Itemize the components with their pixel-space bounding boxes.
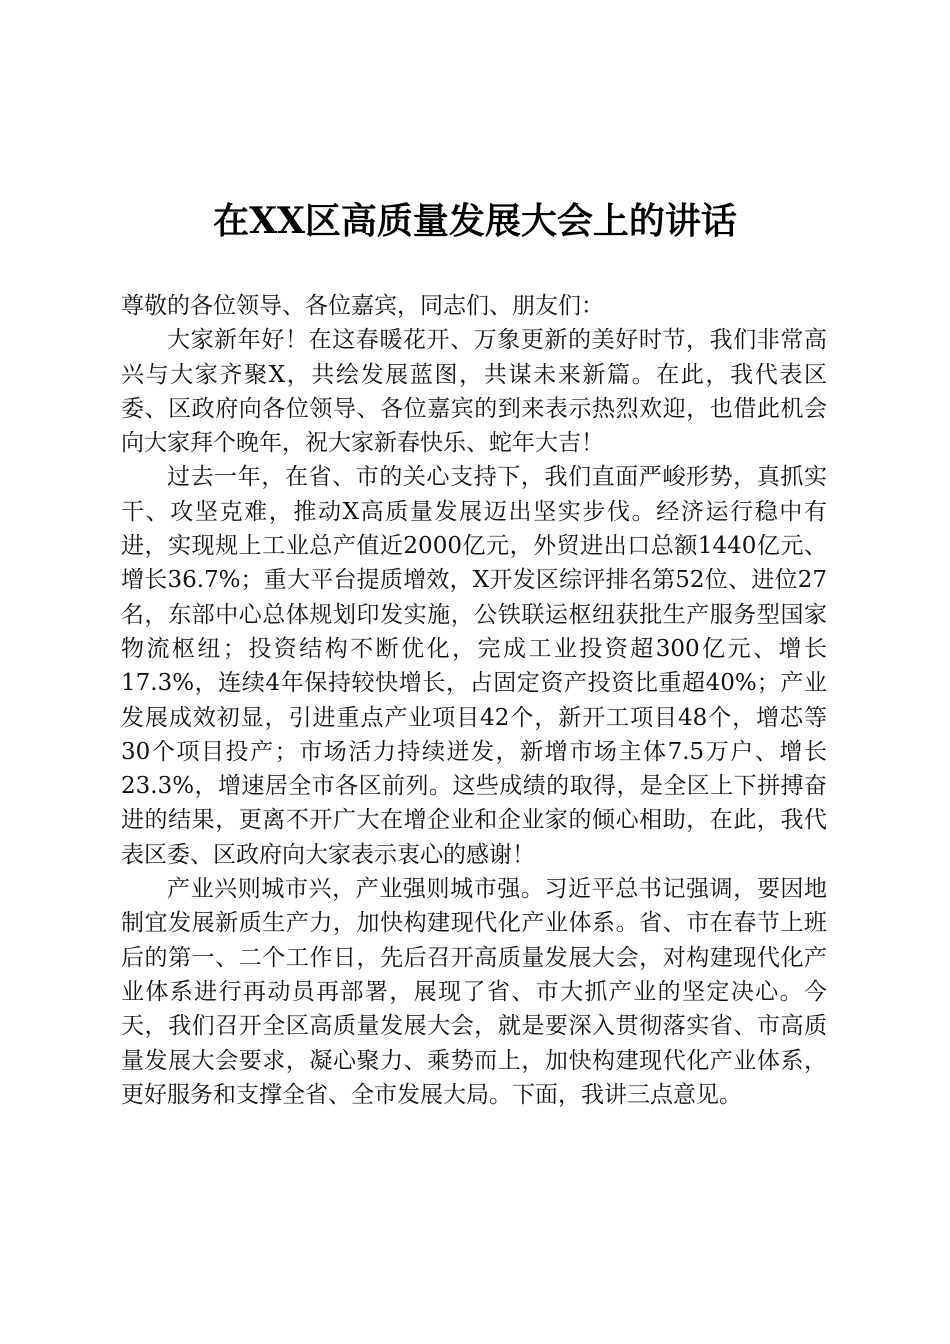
paragraph-industry: 产业兴则城市兴，产业强则城市强。习近平总书记强调，要因地制宜发展新质生产力，加快构建现代化产业体系。省、市在春节上班后的第一、二个工作日，先后召开高质量发展大会，对构建现代化产业体系进行再动员再部署，展现了省、市大抓产业的坚定决心。今天，我们召开全区高质量发展大会，就是要深入贯彻落实省、市高质量发展大会要求，凝心聚力、乘势而上，加快构建现代化产业体系，更好服务和支撑全省、全市发展大局。下面，我讲三点意见。 [121,876,827,1108]
paragraph-greeting: 大家新年好！在这春暖花开、万象更新的美好时节，我们非常高兴与大家齐聚X，共绘发展蓝图，共谋未来新篇。在此，我代表区委、区政府向各位领导、各位嘉宾的到来表示热烈欢迎，也借此机会向大家拜个晚年，祝大家新春快乐、蛇年大吉！ [121,327,827,457]
paragraph-achievements: 过去一年，在省、市的关心支持下，我们直面严峻形势，真抓实干、攻坚克难，推动X高质量发展迈出坚实步伐。经济运行稳中有进，实现规上工业总产值近2000亿元，外贸进出口总额1440亿元、增长36.7%；重大平台提质增效，X开发区综评排名第52位、进位27名，东部中心总体规划印发实施，公铁联运枢纽获批生产服务型国家物流枢纽；投资结构不断优化，完成工业投资超300亿元、增长17.3%，连续4年保持较快增长，占固定资产投资比重超40%；产业发展成效初显，引进重点产业项目42个，新开工项目48个，增芯等30个项目投产；市场活力持续迸发，新增市场主体7.5万户、增长23.3%，增速居全市各区前列。这些成绩的取得，是全区上下拼搏奋进的结果，更离不开广大在增企业和企业家的倾心相助，在此，我代表区委、区政府向大家表示衷心的感谢！ [121,464,827,868]
salutation: 尊敬的各位领导、各位嘉宾，同志们、朋友们： [121,293,604,319]
document-body [121,289,827,1112]
document-title: 在XX区高质量发展大会上的讲话 [213,200,737,242]
